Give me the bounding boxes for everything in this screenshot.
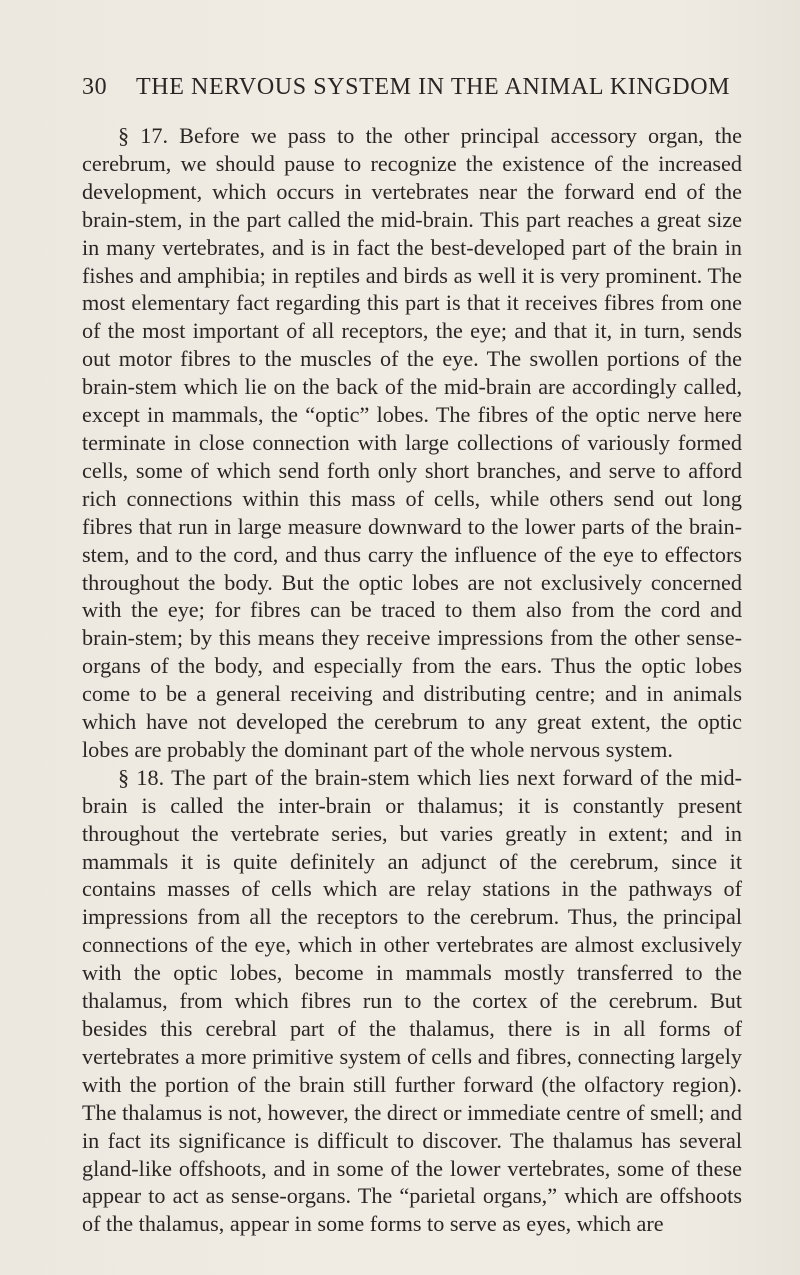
paragraph-section-17: § 17. Before we pass to the other principal accessory organ, the cerebrum, we should pause to recognize the existence of the increased development, which occurs in vertebrates near the forward end of the brain-stem, in the part called the mid-brain. This part reaches a great size in many vertebrates, and is in fact the best-developed part of the brain in fishes and amphibia; in reptiles and birds as well it is very prominent. The most elementary fact regarding this part is that it receives fibres from one of the most important of all receptors, the eye; and that it, in turn, sends out motor fibres to the muscles of the eye. The swollen portions of the brain-stem which lie on the back of the mid-brain are accordingly called, except in mammals, the “optic” lobes. The fibres of the optic nerve here terminate in close connection with large collections of variously formed cells, some of which send forth only short branches, and serve to afford rich connections within this mass of cells, while others send out long fibres that run in large measure downward to the lower parts of the brain-stem, and to the cord, and thus carry the influence of the eye to effectors throughout the body. But the optic lobes are not exclusively concerned with the eye; for fibres can be traced to them also from the cord and brain-stem; by this means they receive impressions from the other sense-organs of the body, and especially from the ears. Thus the optic lobes come to be a general receiving and distributing centre; and in animals which have not developed the cerebrum to any great extent, the optic lobes are probably the dominant part of the whole nervous system. xyxy=(82,123,742,762)
paragraph-section-18: § 18. The part of the brain-stem which lies next forward of the mid-brain is called the inter-brain or thalamus; it is constantly present throughout the vertebrate series, but varies greatly in extent; and in mammals it is quite definitely an adjunct of the cerebrum, since it contains masses of cells which are relay stations in the pathways of impressions from all the receptors to the cerebrum. Thus, the principal connections of the eye, which in other vertebrates are almost exclusively with the optic lobes, become in mammals mostly transferred to the thalamus, from which fibres run to the cortex of the cerebrum. But besides this cerebral part of the thalamus, there is in all forms of vertebrates a more primitive system of cells and fibres, connecting largely with the portion of the brain still further forward (the olfactory region). The thalamus is not, however, the direct or immediate centre of smell; and in fact its significance is difficult to discover. The thalamus has several gland-like offshoots, and in some of the lower vertebrates, some of these appear to act as sense-organs. The “parietal organs,” which are offshoots of the thalamus, appear in some forms to serve as eyes, which are xyxy=(82,764,742,1237)
body-text xyxy=(82,122,742,1238)
running-title: THE NERVOUS SYSTEM IN THE ANIMAL KINGDOM xyxy=(136,74,731,100)
page-number: 30 xyxy=(82,74,108,100)
running-head xyxy=(82,74,742,101)
